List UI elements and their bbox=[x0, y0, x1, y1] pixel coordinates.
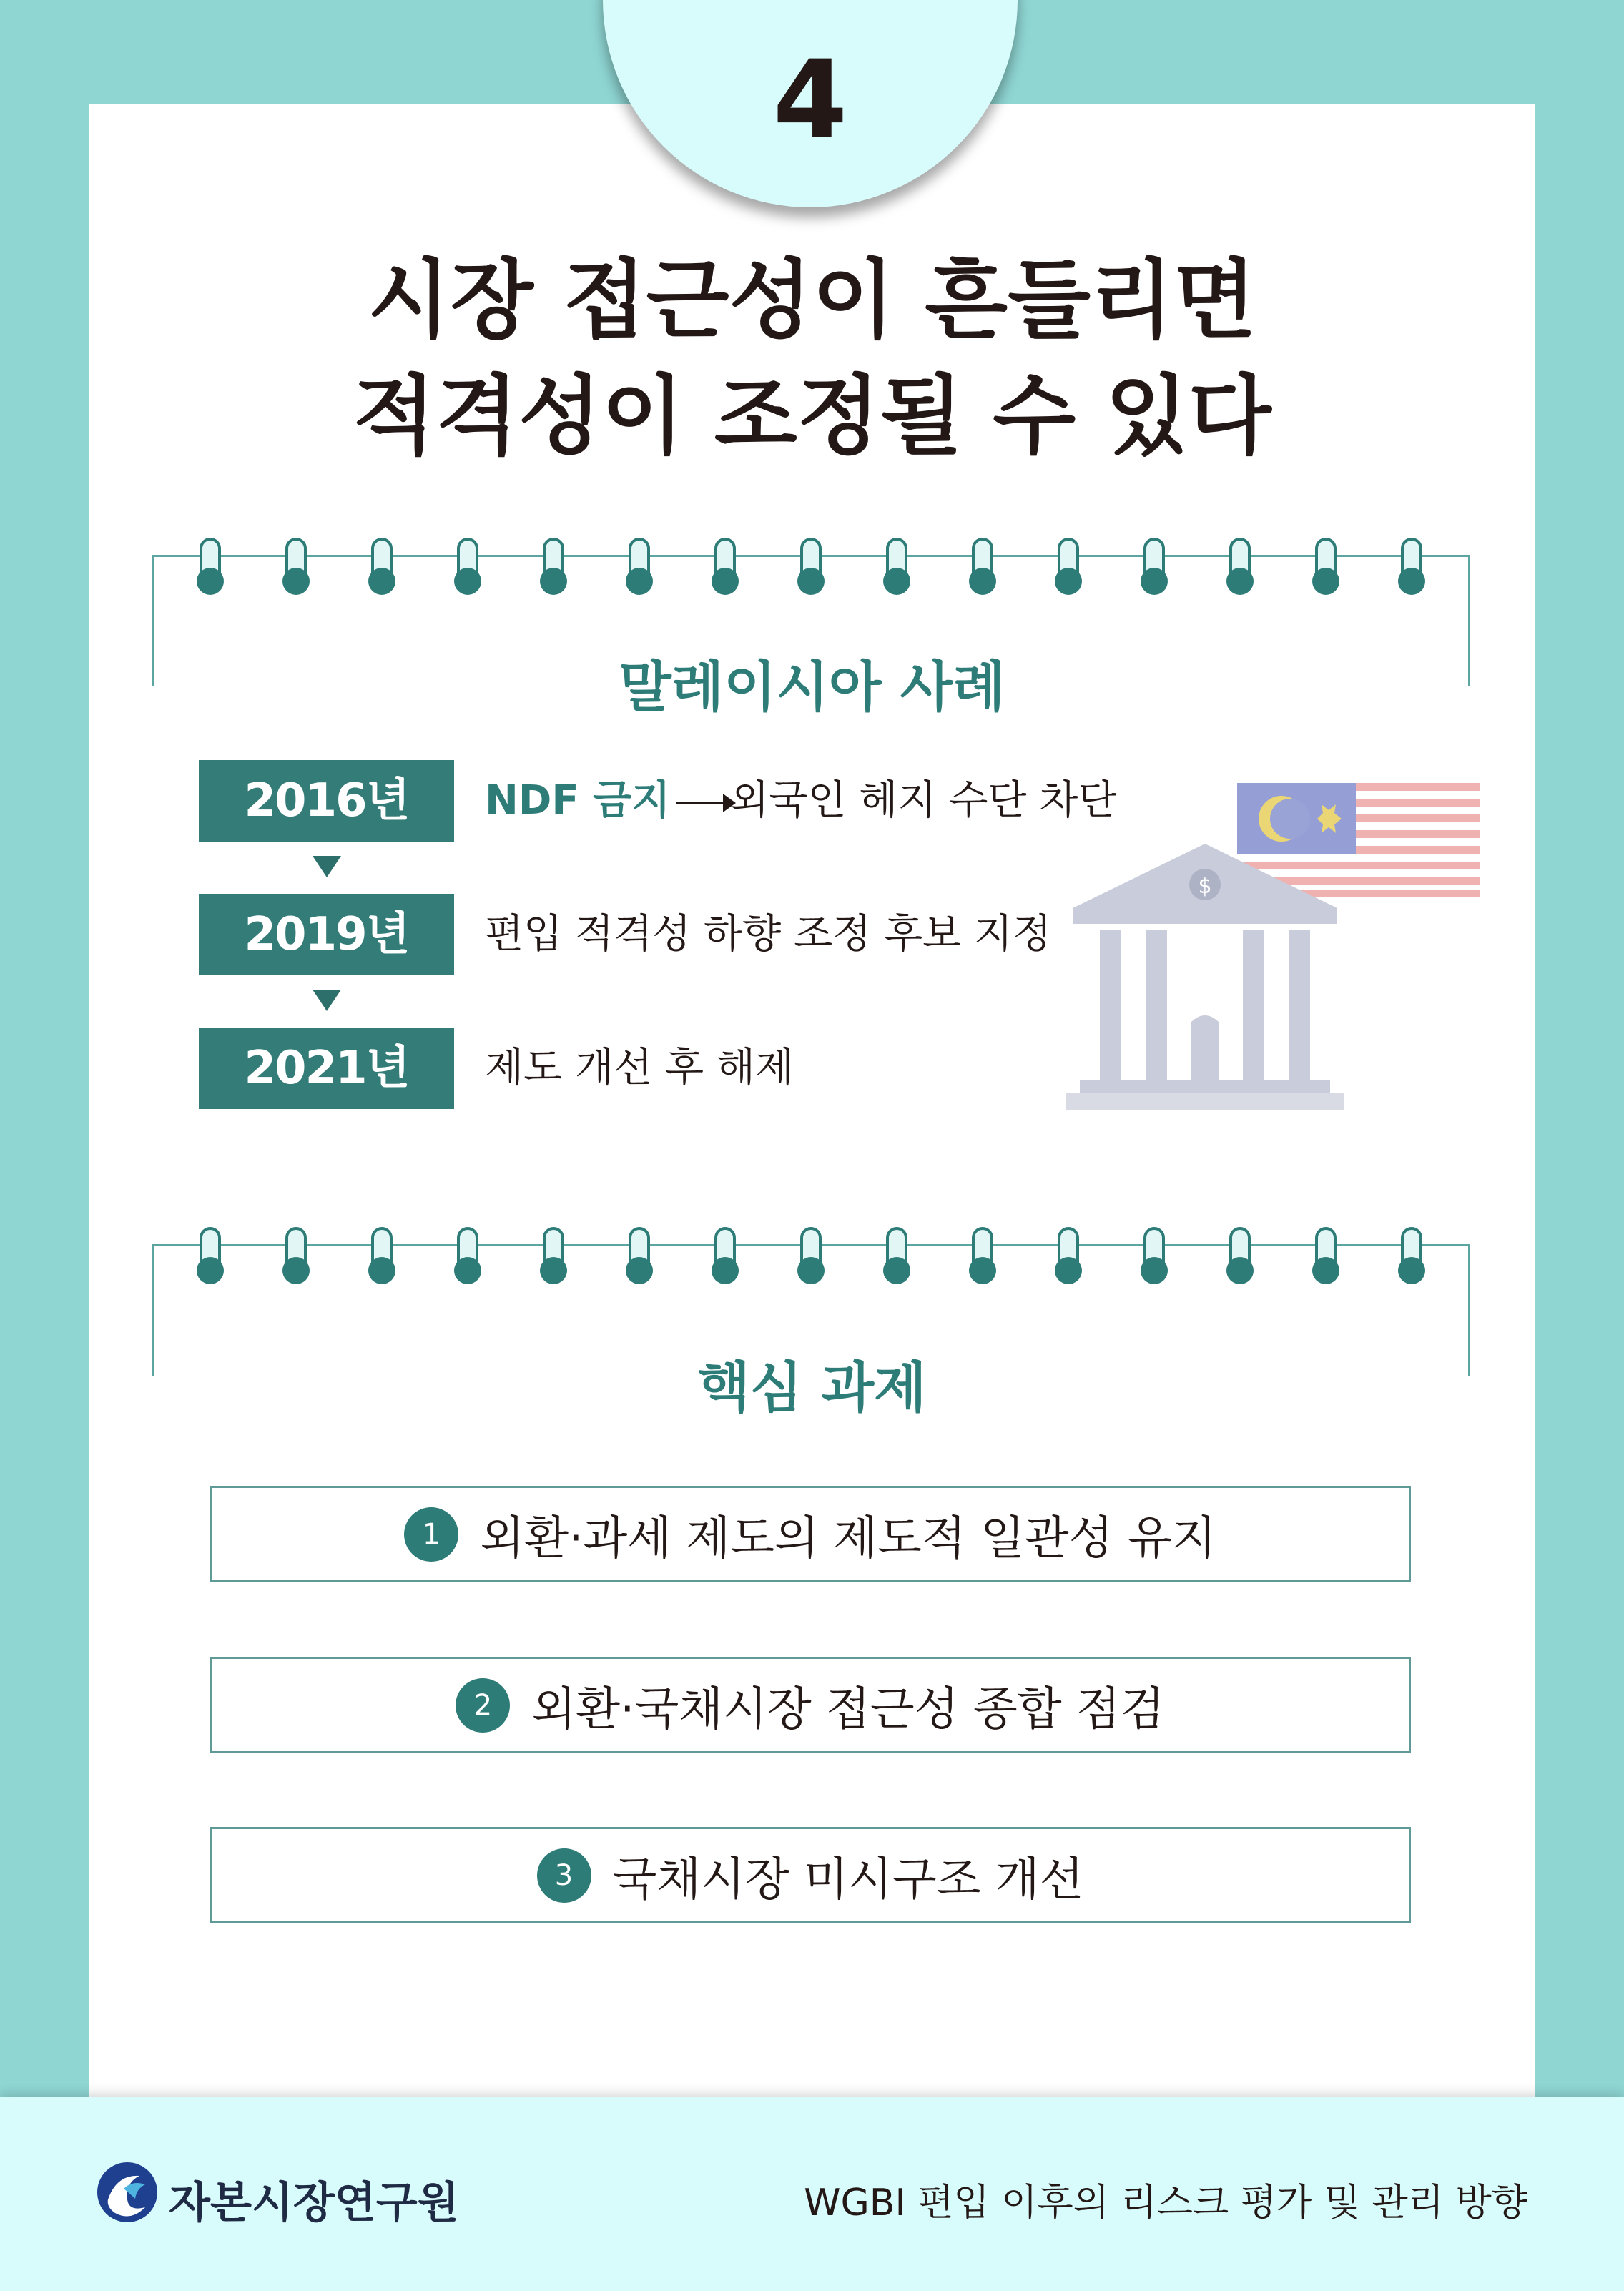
task-text: 국채시장 미시구조 개선 bbox=[612, 1853, 1084, 1906]
task-text: 외환·국채시장 접근성 종합 점검 bbox=[531, 1682, 1165, 1736]
case-heading: 말레이시아 사례 bbox=[619, 655, 1005, 719]
task-number: 3 bbox=[537, 1848, 591, 1903]
year-2019: 2019년 bbox=[199, 894, 454, 975]
title-line-1: 시장 접근성이 흔들리면 bbox=[368, 251, 1256, 350]
event-text: 외국인 헤지 수단 차단 bbox=[730, 777, 1117, 824]
year-2021: 2021년 bbox=[199, 1028, 454, 1109]
task-item bbox=[210, 1657, 1411, 1753]
event-highlight: NDF 금지 bbox=[485, 777, 671, 824]
timeline-arrow-down-icon bbox=[313, 856, 341, 877]
bank-building-icon bbox=[1066, 840, 1344, 1112]
task-number: 1 bbox=[404, 1507, 458, 1562]
right-arrow-icon bbox=[676, 802, 726, 804]
logo-icon bbox=[95, 2160, 159, 2225]
task-number: 2 bbox=[456, 1678, 510, 1733]
timeline-arrow-down-icon bbox=[313, 990, 341, 1011]
task-text: 외환·과세 제도의 제도적 일관성 유지 bbox=[480, 1512, 1216, 1565]
title-line-2: 적격성이 조정될 수 있다 bbox=[353, 367, 1271, 466]
task-item bbox=[210, 1486, 1411, 1582]
event-2021: 제도 개선 후 해제 bbox=[485, 1045, 794, 1091]
year-2016: 2016년 bbox=[199, 760, 454, 842]
report-title: WGBI 편입 이후의 리스크 평가 및 관리 방향 bbox=[804, 2182, 1527, 2225]
event-2019: 편입 적격성 하향 조정 후보 지정 bbox=[485, 911, 1052, 957]
task-item bbox=[210, 1827, 1411, 1923]
org-name: 자본시장연구원 bbox=[169, 2178, 459, 2228]
page-title bbox=[0, 243, 1624, 475]
footer bbox=[0, 2097, 1624, 2291]
tasks-heading: 핵심 과제 bbox=[697, 1356, 927, 1419]
dollar-icon: $ bbox=[1198, 874, 1212, 899]
event-2016 bbox=[485, 760, 1117, 842]
page-number: 4 bbox=[772, 38, 848, 162]
